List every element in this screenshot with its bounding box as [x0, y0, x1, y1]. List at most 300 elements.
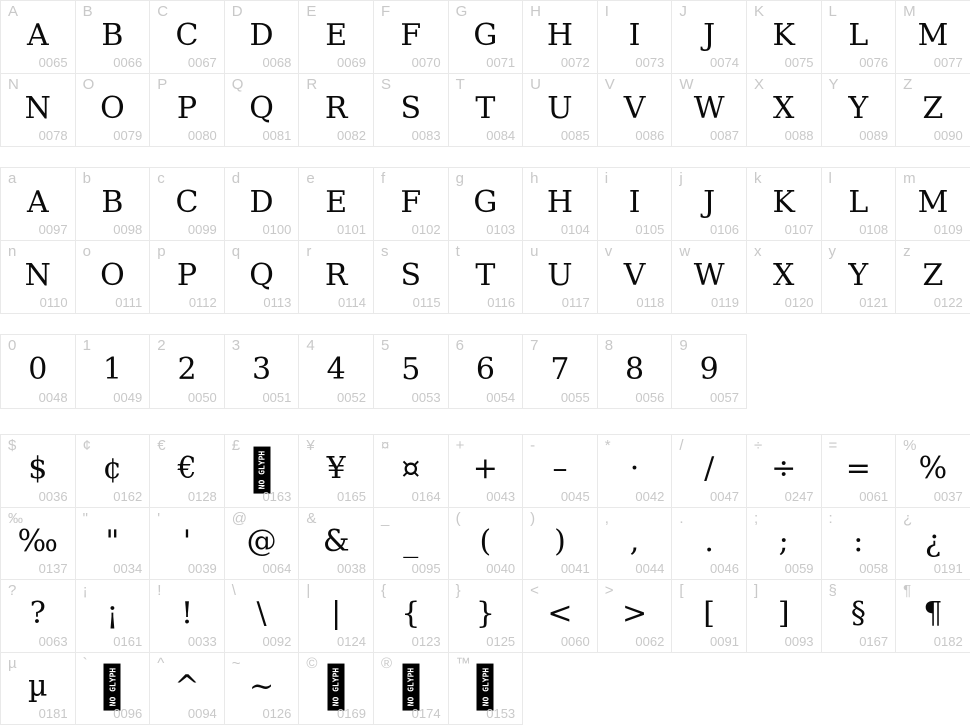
cell-glyph: 2: [177, 352, 197, 388]
cell-glyph: >: [621, 596, 648, 632]
char-cell: [672, 335, 747, 409]
cell-glyph: –: [552, 451, 568, 487]
cell-glyph: 9: [699, 352, 719, 388]
char-cell: [523, 335, 598, 409]
cell-glyph: G: [473, 17, 498, 53]
cell-character-label: g: [455, 170, 464, 187]
cell-character-label: I: [604, 3, 609, 20]
char-cell: [449, 335, 524, 409]
char-cell: [374, 653, 449, 726]
char-cell: [822, 435, 897, 508]
cell-unicode-code: 0086: [635, 128, 665, 143]
char-cell: [672, 168, 747, 241]
cell-character-label: %: [903, 437, 917, 454]
char-cell: [150, 241, 225, 314]
char-cell: [896, 435, 970, 508]
char-cell: [598, 435, 673, 508]
char-cell: [150, 168, 225, 241]
cell-unicode-code: 0117: [561, 295, 590, 310]
cell-glyph: ,: [629, 523, 640, 559]
cell-glyph: L: [848, 17, 869, 53]
cell-character-label: £: [231, 437, 241, 454]
cell-glyph: B: [101, 184, 124, 220]
cell-unicode-code: 0115: [412, 295, 441, 310]
cell-glyph: ·: [629, 451, 640, 487]
cell-character-label: 8: [604, 337, 614, 354]
cell-character-label: ‰: [8, 509, 23, 527]
cell-character-label: p: [157, 243, 166, 260]
cell-character-label: A: [8, 3, 19, 20]
char-cell: [672, 1, 747, 74]
cell-unicode-code: 0046: [710, 561, 739, 576]
char-cell: [225, 1, 300, 74]
cell-unicode-code: 0077: [933, 55, 963, 70]
cell-glyph: W: [693, 257, 725, 293]
char-cell: [598, 1, 673, 74]
cell-glyph: Q: [249, 257, 274, 293]
cell-character-label: ¥: [306, 437, 315, 454]
section-uppercase: [0, 0, 970, 147]
cell-glyph: /: [704, 451, 715, 487]
cell-unicode-code: 0182: [933, 633, 963, 649]
cell-unicode-code: 0110: [39, 295, 68, 310]
cell-unicode-code: 0079: [113, 128, 143, 143]
char-cell: [225, 653, 300, 726]
cell-glyph: ": [105, 523, 120, 559]
cell-unicode-code: 0161: [113, 633, 143, 649]
cell-unicode-code: 0068: [262, 55, 292, 70]
cell-glyph: D: [249, 184, 274, 220]
cell-unicode-code: 0101: [337, 222, 366, 237]
no-glyph-text: NO GLYPH: [107, 668, 117, 707]
cell-character-label: V: [604, 76, 615, 93]
cell-unicode-code: 0113: [263, 295, 292, 310]
cell-unicode-code: 0247: [784, 488, 814, 504]
cell-unicode-code: 0109: [933, 222, 963, 237]
cell-character-label: ©: [306, 654, 318, 672]
cell-character-label: n: [8, 243, 17, 260]
char-cell: [299, 508, 374, 581]
cell-character-label: F: [380, 3, 391, 20]
cell-glyph: Q: [249, 90, 274, 126]
cell-character-label: {: [380, 582, 386, 599]
cell-glyph: Z: [922, 257, 944, 293]
cell-glyph: .: [704, 523, 714, 559]
cell-character-label: G: [455, 3, 468, 20]
cell-glyph: L: [848, 184, 869, 220]
cell-character-label: K: [753, 3, 764, 20]
cell-character-label: 9: [679, 337, 688, 354]
no-glyph-text: NO GLYPH: [331, 668, 341, 707]
cell-character-label: ¡: [82, 582, 88, 599]
char-cell: [76, 508, 151, 581]
cell-unicode-code: 0126: [262, 706, 292, 721]
cell-glyph: ;: [778, 523, 789, 559]
cell-character-label: }: [455, 582, 461, 599]
cell-glyph: O: [100, 90, 125, 126]
cell-character-label: o: [82, 243, 91, 260]
cell-glyph: ¿: [924, 523, 941, 559]
cell-character-label: v: [604, 243, 613, 260]
cell-glyph: ?: [29, 596, 46, 632]
cell-glyph: G: [473, 184, 498, 220]
cell-character-label: M: [903, 3, 916, 20]
cell-unicode-code: 0164: [411, 488, 441, 504]
char-cell: [747, 508, 822, 581]
char-cell: [76, 1, 151, 74]
cell-unicode-code: 0055: [560, 390, 590, 405]
char-cell: [672, 435, 747, 508]
cell-unicode-code: 0162: [113, 488, 143, 504]
char-cell: [1, 435, 76, 508]
cell-character-label: ]: [753, 582, 759, 599]
cell-character-label: Y: [828, 76, 839, 93]
cell-character-label: >: [604, 582, 614, 599]
cell-unicode-code: 0038: [337, 561, 366, 576]
cell-unicode-code: 0065: [38, 55, 68, 70]
cell-unicode-code: 0125: [486, 633, 516, 649]
cell-unicode-code: 0082: [337, 128, 366, 143]
cell-glyph: A: [26, 17, 49, 53]
cell-unicode-code: 0071: [486, 55, 516, 70]
cell-glyph: C: [175, 184, 199, 220]
cell-character-label: &: [306, 509, 317, 527]
char-cell: [822, 168, 897, 241]
cell-character-label: ~: [231, 654, 241, 672]
cell-character-label: E: [306, 3, 317, 20]
cell-glyph: W: [693, 90, 725, 126]
cell-glyph: }: [475, 596, 495, 632]
cell-unicode-code: 0084: [486, 128, 516, 143]
char-cell: [1, 653, 76, 726]
cell-glyph: ): [554, 523, 566, 559]
cell-glyph: P: [176, 90, 198, 126]
cell-character-label: ,: [604, 509, 609, 527]
char-cell: [225, 168, 300, 241]
char-cell: [523, 508, 598, 581]
cell-glyph: (: [479, 523, 492, 559]
cell-unicode-code: 0081: [262, 128, 292, 143]
cell-glyph: &: [322, 523, 350, 559]
cell-character-label: 6: [455, 337, 464, 354]
cell-character-label: D: [231, 3, 243, 20]
cell-unicode-code: 0089: [859, 128, 889, 143]
cell-character-label: P: [157, 76, 168, 93]
cell-unicode-code: 0083: [411, 128, 441, 143]
cell-glyph: B: [101, 17, 124, 53]
cell-character-label: ': [157, 509, 161, 527]
cell-character-label: !: [157, 582, 162, 599]
cell-character-label: d: [231, 170, 241, 187]
cell-unicode-code: 0191: [933, 561, 963, 576]
cell-unicode-code: 0093: [784, 633, 814, 649]
char-cell: [76, 74, 151, 147]
cell-character-label: w: [679, 243, 691, 260]
cell-character-label: ™: [455, 654, 471, 672]
cell-glyph: P: [176, 257, 198, 293]
cell-glyph: 0: [28, 352, 48, 388]
cell-character-label: r: [306, 243, 312, 260]
cell-unicode-code: 0033: [187, 633, 217, 649]
no-glyph-box: [104, 664, 121, 711]
char-cell: [76, 435, 151, 508]
char-cell: [822, 241, 897, 314]
cell-character-label: <: [530, 582, 539, 599]
char-cell: [299, 335, 374, 409]
cell-unicode-code: 0066: [113, 55, 143, 70]
char-cell: [76, 580, 151, 653]
cell-character-label: H: [530, 3, 541, 20]
char-cell: [523, 74, 598, 147]
char-cell: [150, 335, 225, 409]
cell-unicode-code: 0064: [262, 561, 292, 576]
cell-unicode-code: 0119: [710, 295, 739, 310]
cell-unicode-code: 0118: [636, 295, 665, 310]
cell-glyph: ~: [249, 668, 275, 704]
char-cell: [747, 168, 822, 241]
cell-character-label: 3: [231, 337, 241, 354]
char-cell: [1, 168, 76, 241]
cell-character-label: 2: [157, 337, 166, 354]
cell-unicode-code: 0092: [262, 633, 292, 649]
cell-glyph: R: [324, 257, 348, 293]
cell-glyph: 4: [326, 352, 346, 388]
cell-unicode-code: 0106: [710, 222, 739, 237]
no-glyph-box: [477, 664, 494, 711]
cell-unicode-code: 0036: [38, 488, 68, 504]
char-cell: [225, 335, 300, 409]
cell-unicode-code: 0085: [560, 128, 590, 143]
cell-unicode-code: 0163: [262, 488, 292, 504]
cell-unicode-code: 0137: [38, 561, 68, 576]
char-cell: [523, 580, 598, 653]
cell-character-label: §: [828, 582, 837, 599]
cell-character-label: t: [455, 243, 460, 260]
cell-character-label: ¶: [903, 582, 912, 599]
cell-glyph: ¤: [401, 451, 421, 487]
cell-unicode-code: 0165: [337, 488, 366, 504]
cell-character-label: j: [679, 170, 683, 187]
cell-glyph: |: [331, 596, 342, 632]
char-cell: [523, 168, 598, 241]
cell-glyph: J: [703, 17, 716, 53]
cell-unicode-code: 0063: [38, 633, 68, 649]
cell-glyph: Y: [848, 90, 869, 126]
cell-glyph: R: [324, 90, 348, 126]
cell-glyph: _: [403, 523, 419, 559]
cell-glyph: U: [547, 90, 573, 126]
cell-unicode-code: 0078: [38, 128, 68, 143]
cell-character-label: z: [903, 243, 911, 260]
section-lowercase: [0, 167, 970, 314]
char-cell: [76, 241, 151, 314]
cell-character-label: |: [306, 582, 311, 599]
cell-character-label: @: [231, 509, 248, 527]
char-cell: [76, 168, 151, 241]
cell-character-label: *: [604, 437, 611, 454]
char-cell: [150, 508, 225, 581]
cell-unicode-code: 0037: [933, 488, 963, 504]
cell-character-label: 4: [306, 337, 315, 354]
char-cell: [598, 168, 673, 241]
cell-glyph: M: [917, 17, 949, 53]
cell-unicode-code: 0034: [113, 561, 143, 576]
cell-character-label: ¿: [903, 509, 913, 527]
char-cell: [1, 241, 76, 314]
cell-unicode-code: 0100: [262, 222, 292, 237]
cell-character-label: ): [530, 509, 536, 527]
cell-glyph: X: [773, 257, 795, 293]
char-cell: [747, 74, 822, 147]
cell-glyph: U: [547, 257, 573, 293]
section-digits: [0, 334, 747, 409]
cell-unicode-code: 0048: [38, 390, 68, 405]
cell-unicode-code: 0096: [113, 706, 143, 721]
char-cell: [896, 168, 970, 241]
cell-character-label: k: [753, 170, 762, 187]
cell-glyph: ]: [777, 596, 790, 632]
char-cell: [1, 74, 76, 147]
char-cell: [598, 74, 673, 147]
no-glyph-text: NO GLYPH: [406, 668, 416, 707]
cell-unicode-code: 0120: [784, 295, 814, 310]
char-cell: [225, 580, 300, 653]
cell-glyph: I: [628, 184, 641, 220]
cell-character-label: +: [455, 437, 465, 454]
cell-character-label: ¤: [380, 437, 390, 454]
cell-unicode-code: 0057: [710, 390, 739, 405]
cell-character-label: R: [306, 76, 318, 93]
char-cell: [896, 241, 970, 314]
cell-glyph: ‰: [17, 523, 58, 559]
cell-unicode-code: 0087: [710, 128, 739, 143]
char-cell: [374, 435, 449, 508]
cell-glyph: V: [623, 257, 646, 293]
char-cell: [896, 580, 970, 653]
char-cell: [225, 241, 300, 314]
cell-glyph: {: [401, 596, 421, 632]
cell-glyph: S: [400, 90, 422, 126]
cell-unicode-code: 0153: [486, 706, 516, 721]
cell-unicode-code: 0040: [486, 561, 516, 576]
cell-unicode-code: 0070: [411, 55, 441, 70]
cell-character-label: q: [231, 243, 241, 260]
char-cell: [299, 435, 374, 508]
cell-unicode-code: 0091: [710, 633, 739, 649]
char-cell: [225, 74, 300, 147]
char-cell: [299, 241, 374, 314]
cell-glyph: I: [628, 17, 641, 53]
char-cell: [150, 435, 225, 508]
cell-character-label: X: [753, 76, 764, 93]
cell-unicode-code: 0105: [635, 222, 665, 237]
cell-character-label: Z: [903, 76, 913, 93]
cell-unicode-code: 0051: [262, 390, 292, 405]
char-cell: [225, 435, 300, 508]
cell-unicode-code: 0116: [487, 295, 516, 310]
cell-unicode-code: 0099: [187, 222, 217, 237]
char-cell: [374, 508, 449, 581]
cell-glyph: ^: [174, 668, 200, 704]
char-cell: [896, 1, 970, 74]
cell-glyph: 3: [252, 352, 272, 388]
char-cell: [523, 241, 598, 314]
cell-unicode-code: 0056: [635, 390, 665, 405]
cell-unicode-code: 0047: [710, 488, 739, 504]
cell-character-label: ®: [380, 654, 393, 672]
cell-glyph: 5: [401, 352, 421, 388]
cell-glyph: A: [26, 184, 49, 220]
char-cell: [672, 580, 747, 653]
cell-character-label: O: [82, 76, 95, 93]
cell-unicode-code: 0167: [859, 633, 889, 649]
cell-glyph: T: [475, 257, 496, 293]
no-glyph-text: NO GLYPH: [257, 450, 267, 490]
char-cell: [150, 1, 225, 74]
cell-unicode-code: 0043: [486, 488, 516, 504]
cell-glyph: E: [325, 184, 348, 220]
cell-character-label: ¢: [82, 437, 91, 454]
cell-character-label: [: [679, 582, 684, 599]
char-cell: [672, 74, 747, 147]
cell-character-label: x: [753, 243, 762, 260]
cell-unicode-code: 0052: [337, 390, 366, 405]
char-cell: [374, 335, 449, 409]
cell-glyph: K: [772, 184, 795, 220]
cell-glyph: 1: [102, 352, 122, 388]
cell-character-label: ;: [753, 509, 759, 527]
cell-glyph: J: [703, 184, 716, 220]
cell-character-label: =: [828, 437, 838, 454]
cell-character-label: b: [82, 170, 91, 187]
cell-character-label: s: [380, 243, 389, 260]
no-glyph-text: NO GLYPH: [480, 668, 490, 707]
cell-unicode-code: 0098: [113, 222, 143, 237]
cell-character-label: µ: [8, 654, 17, 672]
section-symbols: [0, 434, 970, 725]
cell-unicode-code: 0122: [933, 295, 963, 310]
cell-glyph: ÷: [771, 451, 797, 487]
cell-glyph: µ: [28, 668, 48, 704]
cell-unicode-code: 0062: [635, 633, 665, 649]
char-cell: [299, 1, 374, 74]
char-cell: [449, 653, 524, 726]
cell-character-label: (: [455, 509, 461, 527]
cell-glyph: O: [100, 257, 125, 293]
char-cell: [822, 508, 897, 581]
char-cell: [449, 241, 524, 314]
cell-character-label: €: [157, 437, 166, 454]
cell-unicode-code: 0072: [560, 55, 590, 70]
cell-glyph: +: [472, 451, 498, 487]
char-cell: [150, 653, 225, 726]
char-cell: [747, 1, 822, 74]
char-cell: [299, 580, 374, 653]
cell-character-label: h: [530, 170, 539, 187]
cell-unicode-code: 0097: [38, 222, 68, 237]
cell-unicode-code: 0088: [784, 128, 814, 143]
char-cell: [1, 335, 76, 409]
cell-character-label: a: [8, 170, 17, 187]
cell-unicode-code: 0049: [113, 390, 143, 405]
cell-unicode-code: 0067: [187, 55, 217, 70]
cell-glyph: @: [246, 523, 277, 559]
cell-character-label: 7: [530, 337, 539, 354]
cell-glyph: M: [917, 184, 949, 220]
cell-unicode-code: 0114: [338, 295, 366, 310]
cell-character-label: :: [828, 509, 833, 527]
cell-glyph: K: [772, 17, 795, 53]
